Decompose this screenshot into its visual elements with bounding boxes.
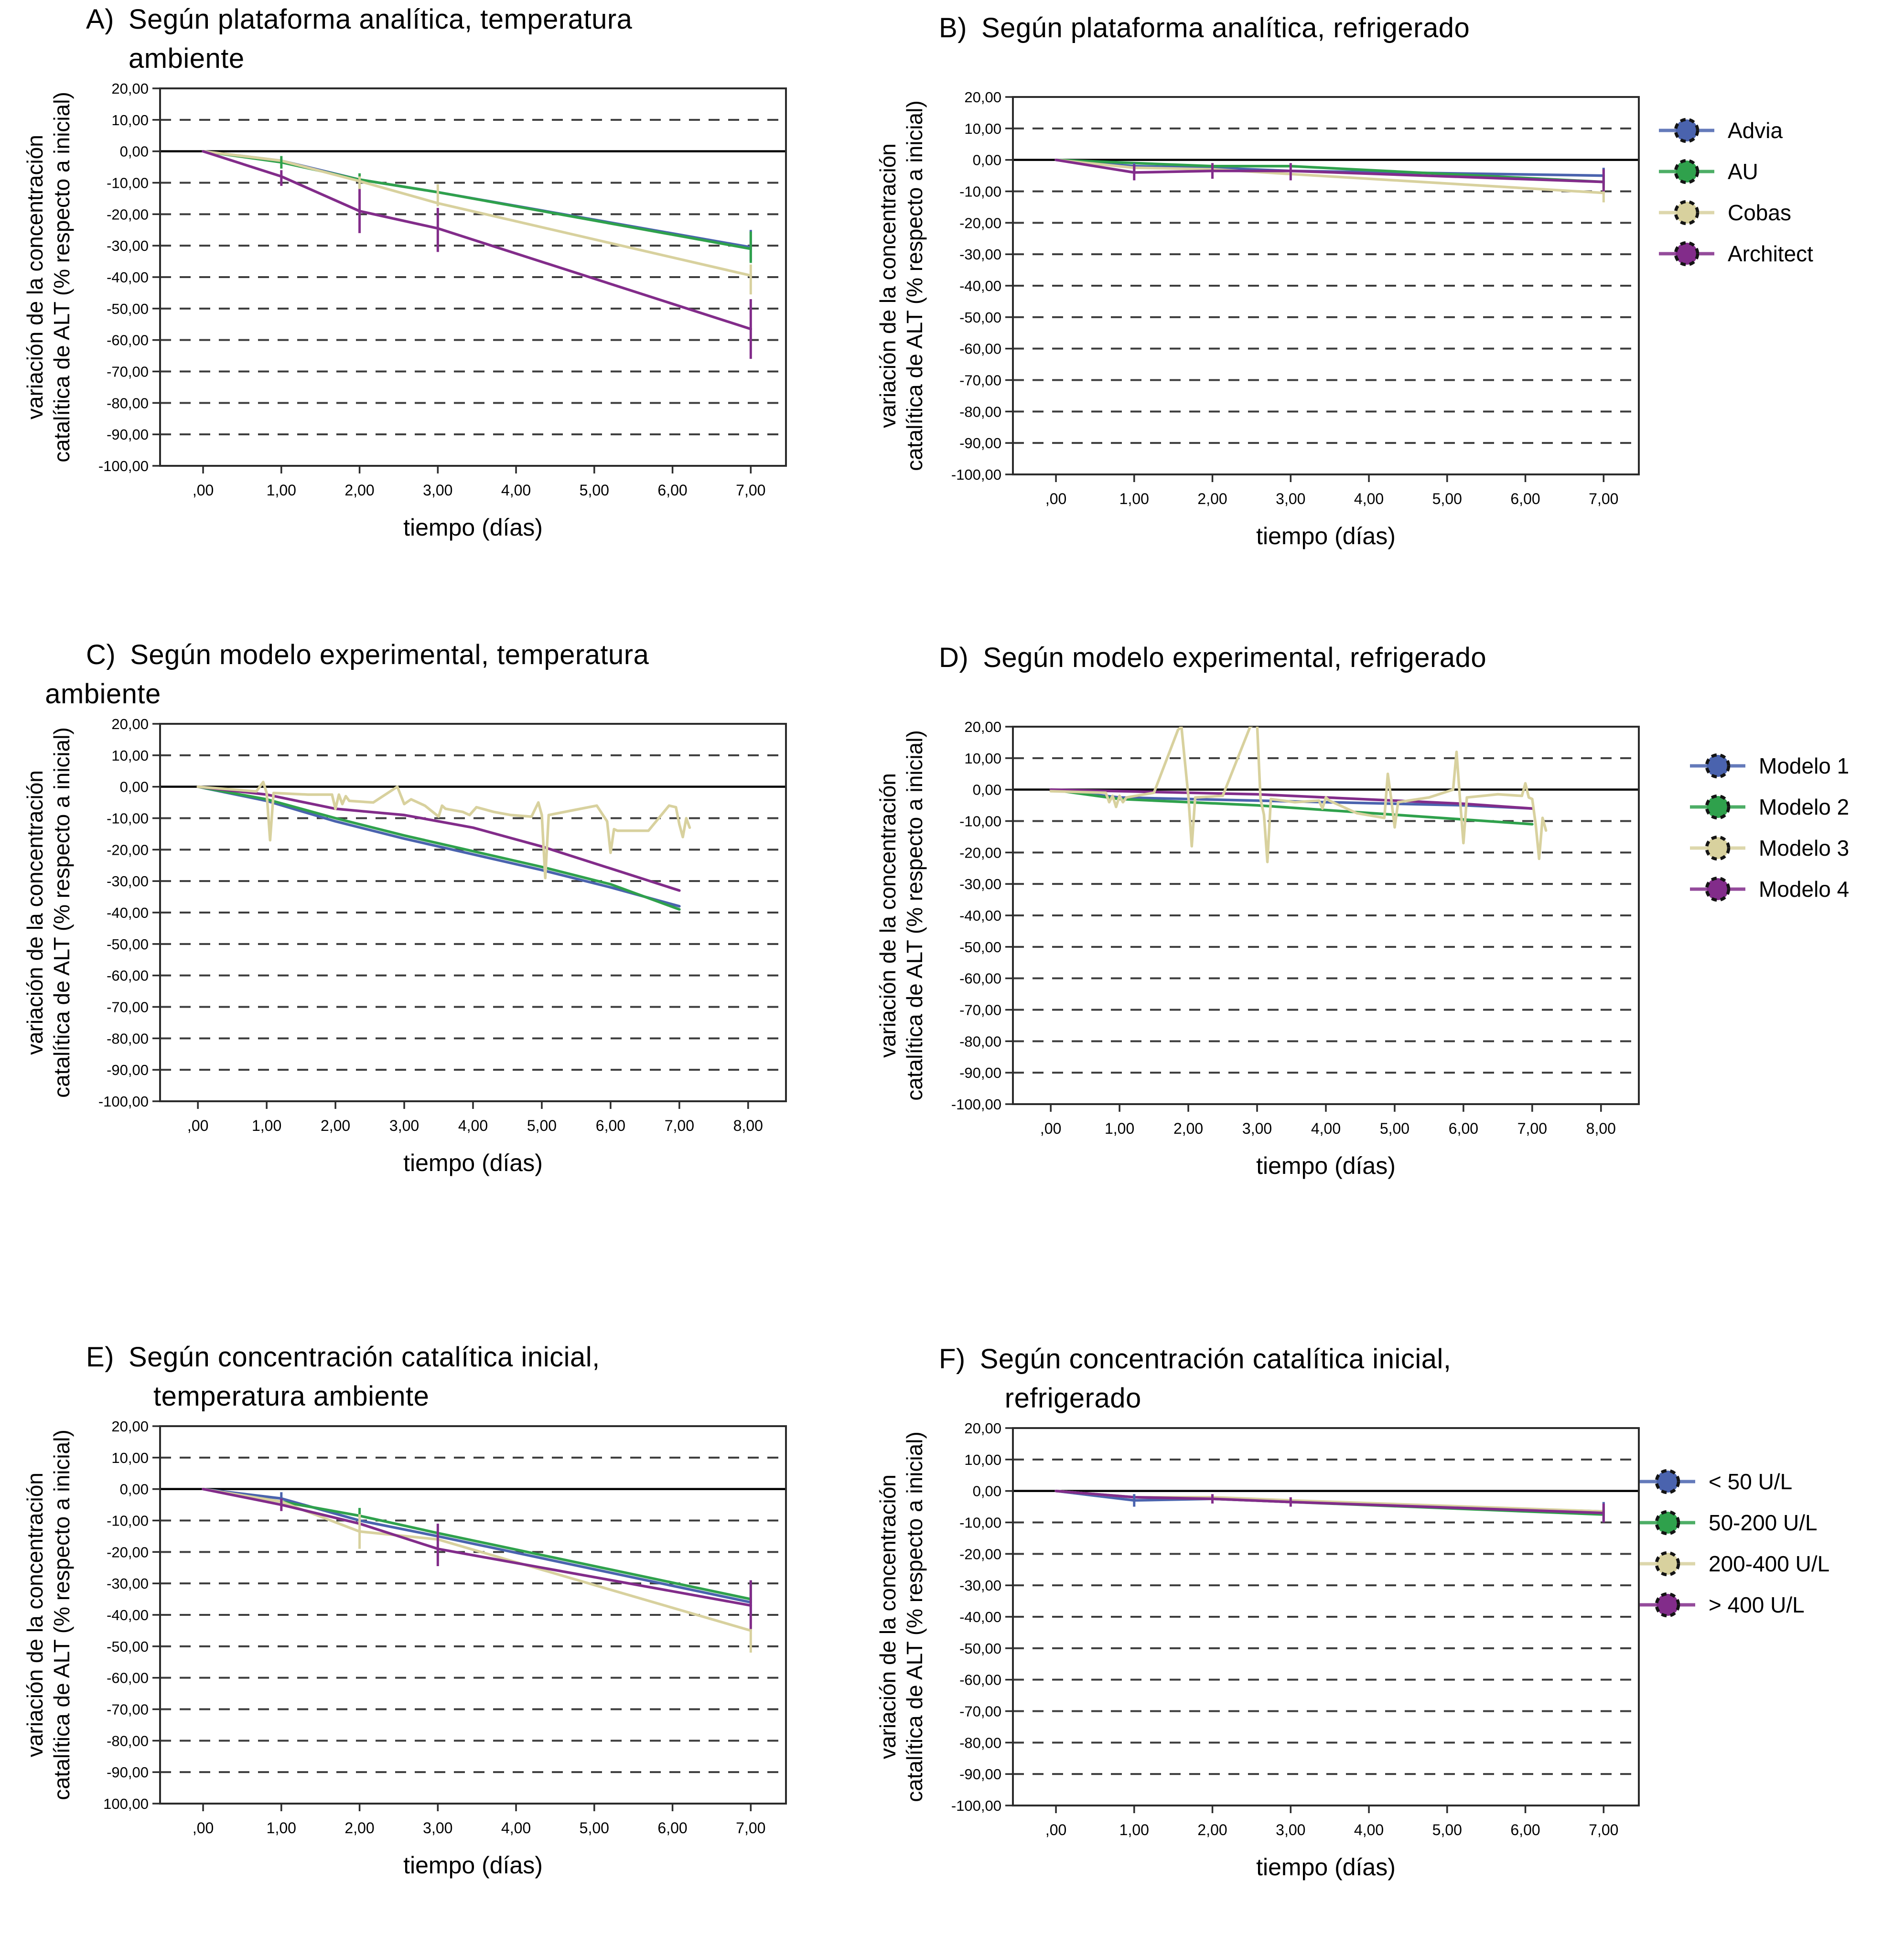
svg-text:-60,00: -60,00 — [959, 970, 1001, 987]
svg-text:-30,00: -30,00 — [959, 1577, 1001, 1594]
svg-text:3,00: 3,00 — [389, 1117, 420, 1134]
panel-title-line: refrigerado — [1004, 1383, 1141, 1414]
svg-text:-70,00: -70,00 — [107, 363, 149, 380]
svg-text:,00: ,00 — [192, 1819, 214, 1837]
series-marker-icon — [1689, 793, 1746, 821]
svg-text:10,00: 10,00 — [111, 747, 149, 764]
x-axis-label: tiempo (días) — [1256, 1152, 1396, 1179]
panel-title-line: ambiente — [45, 678, 161, 710]
panel-e — [14, 1338, 870, 1954]
chart-plot-d — [925, 712, 1665, 1171]
svg-text:-100,00: -100,00 — [98, 1093, 149, 1110]
svg-text:-90,00: -90,00 — [959, 435, 1001, 452]
svg-text:5,00: 5,00 — [1379, 1120, 1410, 1137]
svg-text:-40,00: -40,00 — [107, 1607, 149, 1623]
svg-text:-60,00: -60,00 — [107, 967, 149, 984]
svg-text:-20,00: -20,00 — [107, 206, 149, 223]
svg-text:6,00: 6,00 — [1510, 1821, 1540, 1838]
x-axis-label: tiempo (días) — [403, 1150, 543, 1176]
legend-label: Modelo 3 — [1759, 836, 1850, 860]
svg-text:4,00: 4,00 — [501, 1819, 531, 1837]
y-axis-label: variación de la concentración catalítica de ALT (% respecto a inicial) — [875, 1431, 927, 1802]
svg-text:-20,00: -20,00 — [107, 841, 149, 859]
svg-text:0,00: 0,00 — [119, 143, 149, 160]
svg-text:,00: ,00 — [192, 482, 214, 499]
x-axis-label: tiempo (días) — [1256, 523, 1396, 549]
panel-title-line: Según modelo experimental, refrigerado — [983, 642, 1487, 673]
panel-title — [45, 635, 649, 714]
svg-text:-90,00: -90,00 — [107, 1062, 149, 1079]
panel-title-line: Según plataforma analítica, refrigerado — [981, 12, 1470, 43]
panel-title — [939, 1340, 1451, 1419]
svg-text:10,00: 10,00 — [964, 1451, 1001, 1468]
svg-text:-30,00: -30,00 — [107, 873, 149, 890]
panel-letter: C) — [86, 639, 116, 670]
svg-text:-80,00: -80,00 — [107, 1732, 149, 1750]
legend-item — [1658, 151, 1813, 192]
svg-text:-60,00: -60,00 — [107, 332, 149, 349]
series-marker-icon — [1689, 834, 1746, 862]
svg-text:-40,00: -40,00 — [107, 904, 149, 921]
svg-text:-30,00: -30,00 — [107, 1575, 149, 1592]
panel-title-line: Según concentración catalítica inicial, — [979, 1343, 1452, 1375]
svg-text:4,00: 4,00 — [1354, 490, 1384, 507]
svg-text:8,00: 8,00 — [733, 1117, 763, 1134]
legend-item — [1689, 745, 1849, 786]
svg-text:2,00: 2,00 — [320, 1117, 351, 1134]
svg-text:-10,00: -10,00 — [107, 1512, 149, 1529]
svg-text:-50,00: -50,00 — [959, 309, 1001, 326]
chart-plot-c — [72, 709, 812, 1168]
svg-text:-60,00: -60,00 — [959, 1671, 1001, 1688]
svg-text:20,00: 20,00 — [964, 1420, 1001, 1437]
svg-text:0,00: 0,00 — [972, 1483, 1001, 1500]
svg-text:-90,00: -90,00 — [107, 1764, 149, 1781]
legend-item — [1658, 192, 1813, 233]
svg-text:5,00: 5,00 — [579, 482, 609, 499]
series-marker-icon — [1639, 1591, 1696, 1619]
svg-text:10,00: 10,00 — [964, 120, 1001, 137]
legend-label: Architect — [1728, 241, 1813, 266]
panel-f — [867, 1340, 1722, 1956]
svg-text:-10,00: -10,00 — [107, 174, 149, 192]
legend-item — [1658, 233, 1813, 274]
svg-text:2,00: 2,00 — [1197, 1821, 1227, 1838]
panel-c — [14, 635, 870, 1252]
panel-title — [86, 1338, 600, 1417]
panel-letter: E) — [86, 1342, 114, 1373]
svg-text:-30,00: -30,00 — [107, 237, 149, 255]
legend-item — [1639, 1461, 1829, 1502]
svg-text:3,00: 3,00 — [1276, 490, 1306, 507]
svg-text:1,00: 1,00 — [1119, 1821, 1149, 1838]
svg-text:-90,00: -90,00 — [959, 1064, 1001, 1082]
legend-item — [1639, 1543, 1829, 1584]
svg-text:7,00: 7,00 — [1517, 1120, 1548, 1137]
legend-item — [1689, 786, 1849, 828]
svg-text:-70,00: -70,00 — [107, 999, 149, 1016]
x-axis-label: tiempo (días) — [1256, 1854, 1396, 1881]
legend-item — [1689, 828, 1849, 869]
panel-title-line: Según plataforma analítica, temperatura — [129, 4, 633, 35]
series-marker-icon — [1639, 1550, 1696, 1578]
svg-text:-20,00: -20,00 — [959, 844, 1001, 861]
y-axis-label: variación de la concentración catalítica de ALT (% respecto a inicial) — [22, 1429, 75, 1800]
series-marker-icon — [1658, 158, 1715, 185]
legend-item — [1639, 1502, 1829, 1543]
svg-text:-70,00: -70,00 — [959, 1703, 1001, 1720]
svg-text:-100,00: -100,00 — [951, 1096, 1001, 1113]
series-marker-icon — [1658, 117, 1715, 144]
svg-text:20,00: 20,00 — [111, 80, 149, 97]
panel-d — [867, 638, 1722, 1255]
legend-label: Cobas — [1728, 200, 1791, 225]
svg-text:3,00: 3,00 — [1242, 1120, 1272, 1137]
svg-text:-70,00: -70,00 — [107, 1701, 149, 1718]
svg-text:20,00: 20,00 — [111, 716, 149, 732]
svg-text:20,00: 20,00 — [964, 89, 1001, 106]
svg-text:-70,00: -70,00 — [959, 1001, 1001, 1019]
svg-text:10,00: 10,00 — [111, 111, 149, 129]
panel-letter: B) — [939, 12, 967, 43]
svg-text:-50,00: -50,00 — [959, 938, 1001, 956]
svg-text:-100,00: -100,00 — [98, 458, 149, 474]
legend-label: Advia — [1728, 118, 1783, 143]
legend-item — [1658, 110, 1813, 151]
svg-text:-70,00: -70,00 — [959, 372, 1001, 389]
svg-text:-20,00: -20,00 — [107, 1544, 149, 1561]
svg-text:20,00: 20,00 — [111, 1418, 149, 1435]
svg-text:-40,00: -40,00 — [959, 1609, 1001, 1625]
svg-text:-10,00: -10,00 — [959, 1514, 1001, 1531]
svg-text:-10,00: -10,00 — [959, 183, 1001, 200]
svg-text:-80,00: -80,00 — [107, 395, 149, 412]
series-marker-icon — [1639, 1509, 1696, 1537]
panel-title-line: Según concentración catalítica inicial, — [129, 1342, 600, 1373]
svg-text:2,00: 2,00 — [1197, 490, 1227, 507]
svg-text:-90,00: -90,00 — [959, 1766, 1001, 1783]
svg-text:-10,00: -10,00 — [107, 810, 149, 827]
svg-text:-30,00: -30,00 — [959, 246, 1001, 263]
svg-text:5,00: 5,00 — [579, 1819, 609, 1837]
svg-text:5,00: 5,00 — [1432, 490, 1462, 507]
svg-text:-60,00: -60,00 — [107, 1669, 149, 1687]
legend-label: Modelo 2 — [1759, 795, 1850, 819]
svg-text:7,00: 7,00 — [1589, 1821, 1619, 1838]
svg-text:1,00: 1,00 — [1104, 1120, 1135, 1137]
legend-concentrations — [1639, 1461, 1829, 1625]
svg-text:4,00: 4,00 — [1354, 1821, 1384, 1838]
panel-title-line: Según modelo experimental, temperatura — [130, 639, 649, 670]
svg-text:-40,00: -40,00 — [107, 269, 149, 286]
svg-text:1,00: 1,00 — [251, 1117, 282, 1134]
series-marker-icon — [1689, 875, 1746, 903]
svg-text:,00: ,00 — [1040, 1120, 1062, 1137]
svg-text:-50,00: -50,00 — [107, 1638, 149, 1655]
y-axis-label: variación de la concentración catalítica de ALT (% respecto a inicial) — [22, 727, 75, 1098]
panel-a — [14, 0, 870, 616]
legend-label: > 400 U/L — [1709, 1592, 1805, 1617]
y-axis-label: variación de la concentración catalítica de ALT (% respecto a inicial) — [875, 100, 927, 471]
svg-text:-20,00: -20,00 — [959, 215, 1001, 232]
svg-text:7,00: 7,00 — [664, 1117, 695, 1134]
panel-title — [939, 638, 1486, 677]
svg-text:20,00: 20,00 — [964, 719, 1001, 735]
svg-text:6,00: 6,00 — [595, 1117, 626, 1134]
svg-text:2,00: 2,00 — [344, 1819, 375, 1837]
svg-text:3,00: 3,00 — [423, 482, 453, 499]
svg-text:10,00: 10,00 — [111, 1449, 149, 1466]
svg-text:-100,00: -100,00 — [951, 1797, 1001, 1814]
legend-item — [1689, 869, 1849, 910]
svg-text:4,00: 4,00 — [1311, 1120, 1341, 1137]
svg-text:3,00: 3,00 — [423, 1819, 453, 1837]
svg-text:5,00: 5,00 — [1432, 1821, 1462, 1838]
svg-text:100,00: 100,00 — [103, 1795, 149, 1812]
svg-text:6,00: 6,00 — [657, 1819, 688, 1837]
svg-text:6,00: 6,00 — [657, 482, 688, 499]
svg-text:6,00: 6,00 — [1448, 1120, 1479, 1137]
svg-text:,00: ,00 — [1045, 1821, 1067, 1838]
legend-label: 200-400 U/L — [1709, 1551, 1830, 1576]
x-axis-label: tiempo (días) — [403, 514, 543, 541]
svg-text:-40,00: -40,00 — [959, 278, 1001, 294]
series-marker-icon — [1658, 199, 1715, 226]
svg-text:-90,00: -90,00 — [107, 426, 149, 443]
svg-text:0,00: 0,00 — [972, 151, 1001, 169]
svg-text:4,00: 4,00 — [501, 482, 531, 499]
svg-text:-60,00: -60,00 — [959, 340, 1001, 357]
svg-text:,00: ,00 — [187, 1117, 209, 1134]
legend-models — [1689, 745, 1849, 910]
legend-item — [1639, 1584, 1829, 1625]
svg-text:-30,00: -30,00 — [959, 876, 1001, 893]
legend-label: Modelo 4 — [1759, 877, 1850, 902]
svg-text:-80,00: -80,00 — [959, 1734, 1001, 1752]
panel-letter: F) — [939, 1343, 966, 1375]
svg-text:-80,00: -80,00 — [959, 1033, 1001, 1050]
panel-letter: A) — [86, 4, 114, 35]
svg-text:7,00: 7,00 — [736, 482, 766, 499]
series-marker-icon — [1658, 240, 1715, 268]
svg-text:-50,00: -50,00 — [107, 935, 149, 953]
svg-text:7,00: 7,00 — [1589, 490, 1619, 507]
svg-text:2,00: 2,00 — [1173, 1120, 1204, 1137]
y-axis-label: variación de la concentración catalítica de ALT (% respecto a inicial) — [875, 730, 927, 1101]
svg-text:0,00: 0,00 — [972, 781, 1001, 798]
svg-text:-50,00: -50,00 — [107, 300, 149, 317]
panel-title-line: ambiente — [129, 43, 245, 75]
legend-label: AU — [1728, 159, 1758, 184]
svg-text:-40,00: -40,00 — [959, 907, 1001, 924]
chart-plot-b — [925, 83, 1665, 541]
svg-text:-100,00: -100,00 — [951, 466, 1001, 483]
legend-label: 50-200 U/L — [1709, 1510, 1818, 1535]
panel-letter: D) — [939, 642, 969, 673]
svg-text:0,00: 0,00 — [119, 778, 149, 795]
chart-plot-a — [72, 74, 812, 533]
series-marker-icon — [1639, 1468, 1696, 1495]
chart-plot-e — [72, 1412, 812, 1870]
panel-title — [939, 9, 1470, 48]
series-marker-icon — [1689, 752, 1746, 780]
svg-text:1,00: 1,00 — [266, 1819, 296, 1837]
svg-text:4,00: 4,00 — [458, 1117, 488, 1134]
legend-label: < 50 U/L — [1709, 1469, 1793, 1494]
svg-text:10,00: 10,00 — [964, 750, 1001, 767]
svg-text:-20,00: -20,00 — [959, 1546, 1001, 1563]
svg-text:5,00: 5,00 — [527, 1117, 557, 1134]
panel-b — [867, 9, 1722, 625]
x-axis-label: tiempo (días) — [403, 1852, 543, 1879]
svg-text:6,00: 6,00 — [1510, 490, 1540, 507]
svg-text:-80,00: -80,00 — [959, 403, 1001, 420]
y-axis-label: variación de la concentración catalítica de ALT (% respecto a inicial) — [22, 92, 75, 462]
svg-text:-50,00: -50,00 — [959, 1640, 1001, 1657]
svg-text:3,00: 3,00 — [1276, 1821, 1306, 1838]
panel-title-line: temperatura ambiente — [153, 1381, 430, 1412]
svg-text:1,00: 1,00 — [266, 482, 296, 499]
svg-text:7,00: 7,00 — [736, 1819, 766, 1837]
svg-text:-80,00: -80,00 — [107, 1030, 149, 1047]
svg-text:,00: ,00 — [1045, 490, 1067, 507]
svg-text:0,00: 0,00 — [119, 1481, 149, 1498]
chart-plot-f — [925, 1414, 1665, 1872]
legend-platforms — [1658, 110, 1813, 274]
legend-label: Modelo 1 — [1759, 753, 1850, 778]
svg-text:8,00: 8,00 — [1586, 1120, 1616, 1137]
svg-text:-10,00: -10,00 — [959, 813, 1001, 830]
svg-text:1,00: 1,00 — [1119, 490, 1149, 507]
svg-text:2,00: 2,00 — [344, 482, 375, 499]
panel-title — [86, 0, 632, 79]
